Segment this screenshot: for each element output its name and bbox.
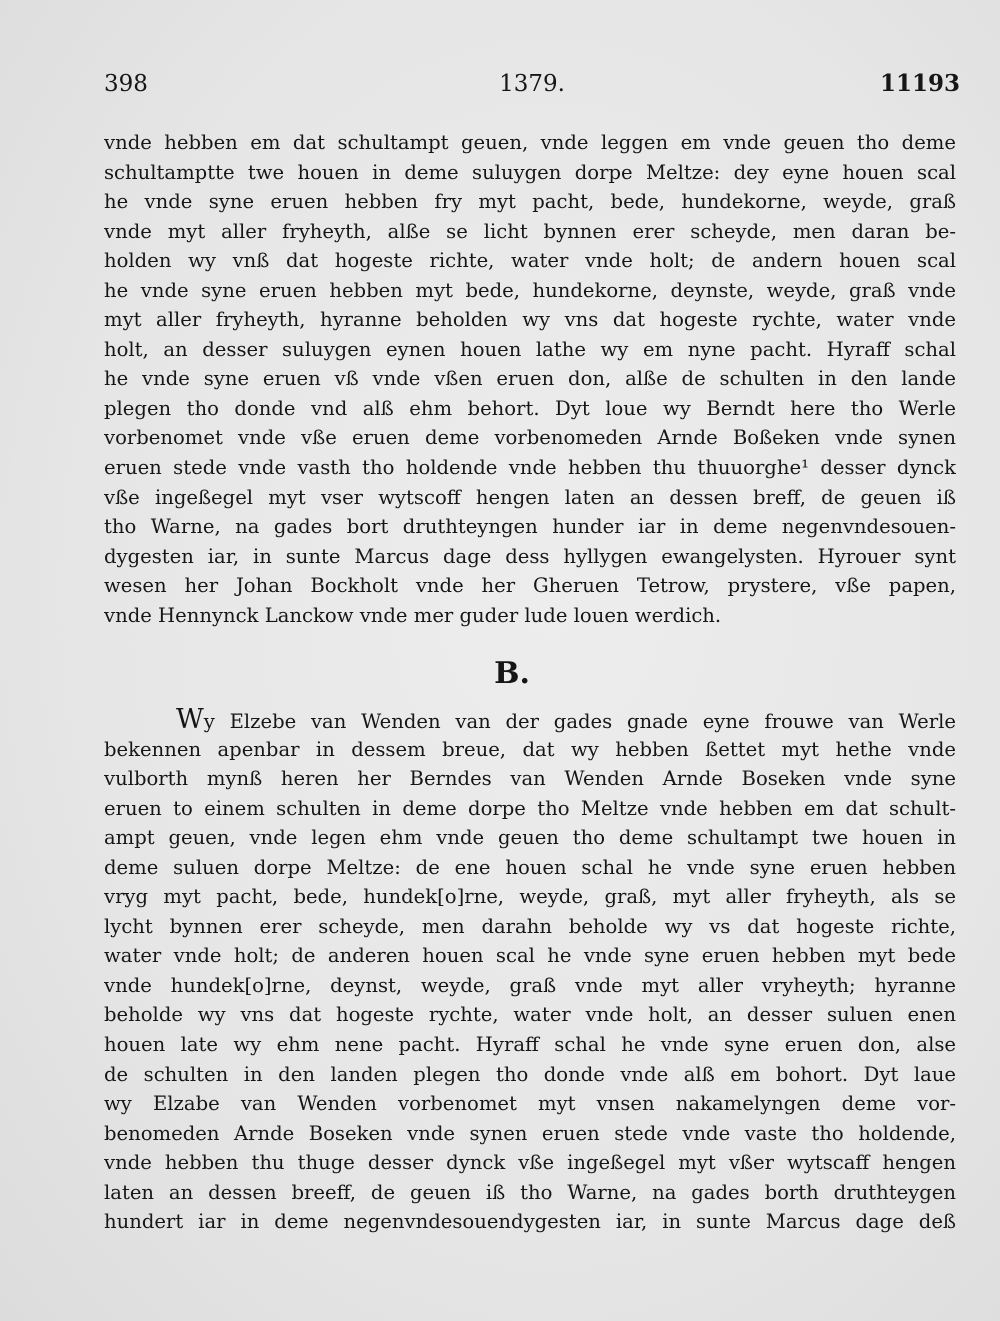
text-line: tho Warne, na gades bort druthteyngen hunder iar in deme negenvndesouen-	[104, 515, 956, 539]
text-line: wesen her Johan Bockholt vnde her Gheruen Tetrow, prystere, vße papen,	[104, 574, 956, 598]
text-block-b	[104, 705, 956, 1237]
text-line: he vnde syne eruen hebben fry myt pacht, bede, hundekorne, weyde, graß	[104, 190, 956, 214]
first-line-text: y Elzebe van Wenden van der gades gnade eyne frouwe van Werle	[203, 710, 956, 733]
text-line: houen late wy ehm nene pacht. Hyraff schal he vnde syne eruen don, alse	[104, 1033, 956, 1057]
text-line: vße ingeßegel myt vser wytscoff hengen laten an dessen breff, de geuen iß	[104, 485, 956, 509]
year-heading: 1379.	[499, 71, 565, 97]
text-line: benomeden Arnde Boseken vnde synen eruen stede vnde vaste tho holdende,	[104, 1121, 956, 1145]
text-line: holden wy vnß dat hogeste richte, water vnde holt; de andern houen scal	[104, 249, 956, 273]
text-line: ampt geuen, vnde legen ehm vnde geuen tho deme schultampt twe houen in	[104, 826, 956, 850]
text-line: dygesten iar, in sunte Marcus dage dess hyllygen ewangelysten. Hyrouer synt	[104, 544, 956, 568]
text-line: vryg myt pacht, bede, hundek[o]rne, weyde, graß, myt aller fryheyth, als se	[104, 885, 956, 909]
text-line: vorbenomet vnde vße eruen deme vorbenomeden Arnde Boßeken vnde synen	[104, 426, 956, 450]
text-line-first	[104, 705, 956, 735]
section-heading: B.	[494, 656, 530, 691]
text-line: schultamptte twe houen in deme suluygen dorpe Meltze: dey eyne houen scal	[104, 160, 956, 184]
text-line: eruen to einem schulten in deme dorpe tho Meltze vnde hebben em dat schult-	[104, 796, 956, 820]
text-line: de schulten in den landen plegen tho donde vnde alß em bohort. Dyt laue	[104, 1062, 956, 1086]
text-line: holt, an desser suluygen eynen houen lathe wy em nyne pacht. Hyraff schal	[104, 337, 956, 361]
text-line: vulborth mynß heren her Berndes van Wenden Arnde Boseken vnde syne	[104, 767, 956, 791]
text-line: deme suluen dorpe Meltze: de ene houen schal he vnde syne eruen hebben	[104, 855, 956, 879]
initial-letter: W	[176, 705, 204, 735]
text-line: eruen stede vnde vasth tho holdende vnde hebben thu thuuorghe¹ desser dynck	[104, 456, 956, 480]
text-block-a	[104, 128, 956, 630]
text-line: vnde myt aller fryheyth, alße se licht bynnen erer scheyde, men daran be-	[104, 219, 956, 243]
text-line: water vnde holt; de anderen houen scal he vnde syne eruen hebben myt bede	[104, 944, 956, 968]
text-line: vnde hebben em dat schultampt geuen, vnde leggen em vnde geuen tho deme	[104, 131, 956, 154]
text-line: vnde hebben thu thuge desser dynck vße ingeßegel myt vßer wytscaff hengen	[104, 1151, 956, 1175]
text-line: plegen tho donde vnd alß ehm behort. Dyt loue wy Berndt here tho Werle	[104, 396, 956, 420]
text-line: laten an dessen breeff, de geuen iß tho Warne, na gades borth druthteygen	[104, 1180, 956, 1204]
document-number: 11193	[879, 70, 960, 97]
text-line: wy Elzabe van Wenden vorbenomet myt vnsen nakamelyngen deme vor-	[104, 1092, 956, 1116]
text-line: hundert iar in deme negenvndesouendygesten iar, in sunte Marcus dage deß	[104, 1210, 956, 1234]
text-line: bekennen apenbar in dessem breue, dat wy hebben ßettet myt hethe vnde	[104, 737, 956, 761]
text-line: he vnde syne eruen vß vnde vßen eruen don, alße de schulten in den lande	[104, 367, 956, 391]
page-header	[104, 64, 960, 104]
text-line: he vnde syne eruen hebben myt bede, hundekorne, deynste, weyde, graß vnde	[104, 278, 956, 302]
text-line: beholde wy vns dat hogeste rychte, water vnde holt, an desser suluen enen	[104, 1003, 956, 1027]
page-number: 398	[104, 71, 148, 97]
text-line: vnde Hennynck Lanckow vnde mer guder lude louen werdich.	[104, 603, 722, 627]
text-line: lycht bynnen erer scheyde, men darahn beholde wy vs dat hogeste richte,	[104, 914, 956, 938]
text-line: vnde hundek[o]rne, deynst, weyde, graß vnde myt aller vryheyth; hyranne	[104, 973, 956, 997]
text-line: myt aller fryheyth, hyranne beholden wy vns dat hogeste rychte, water vnde	[104, 308, 956, 332]
